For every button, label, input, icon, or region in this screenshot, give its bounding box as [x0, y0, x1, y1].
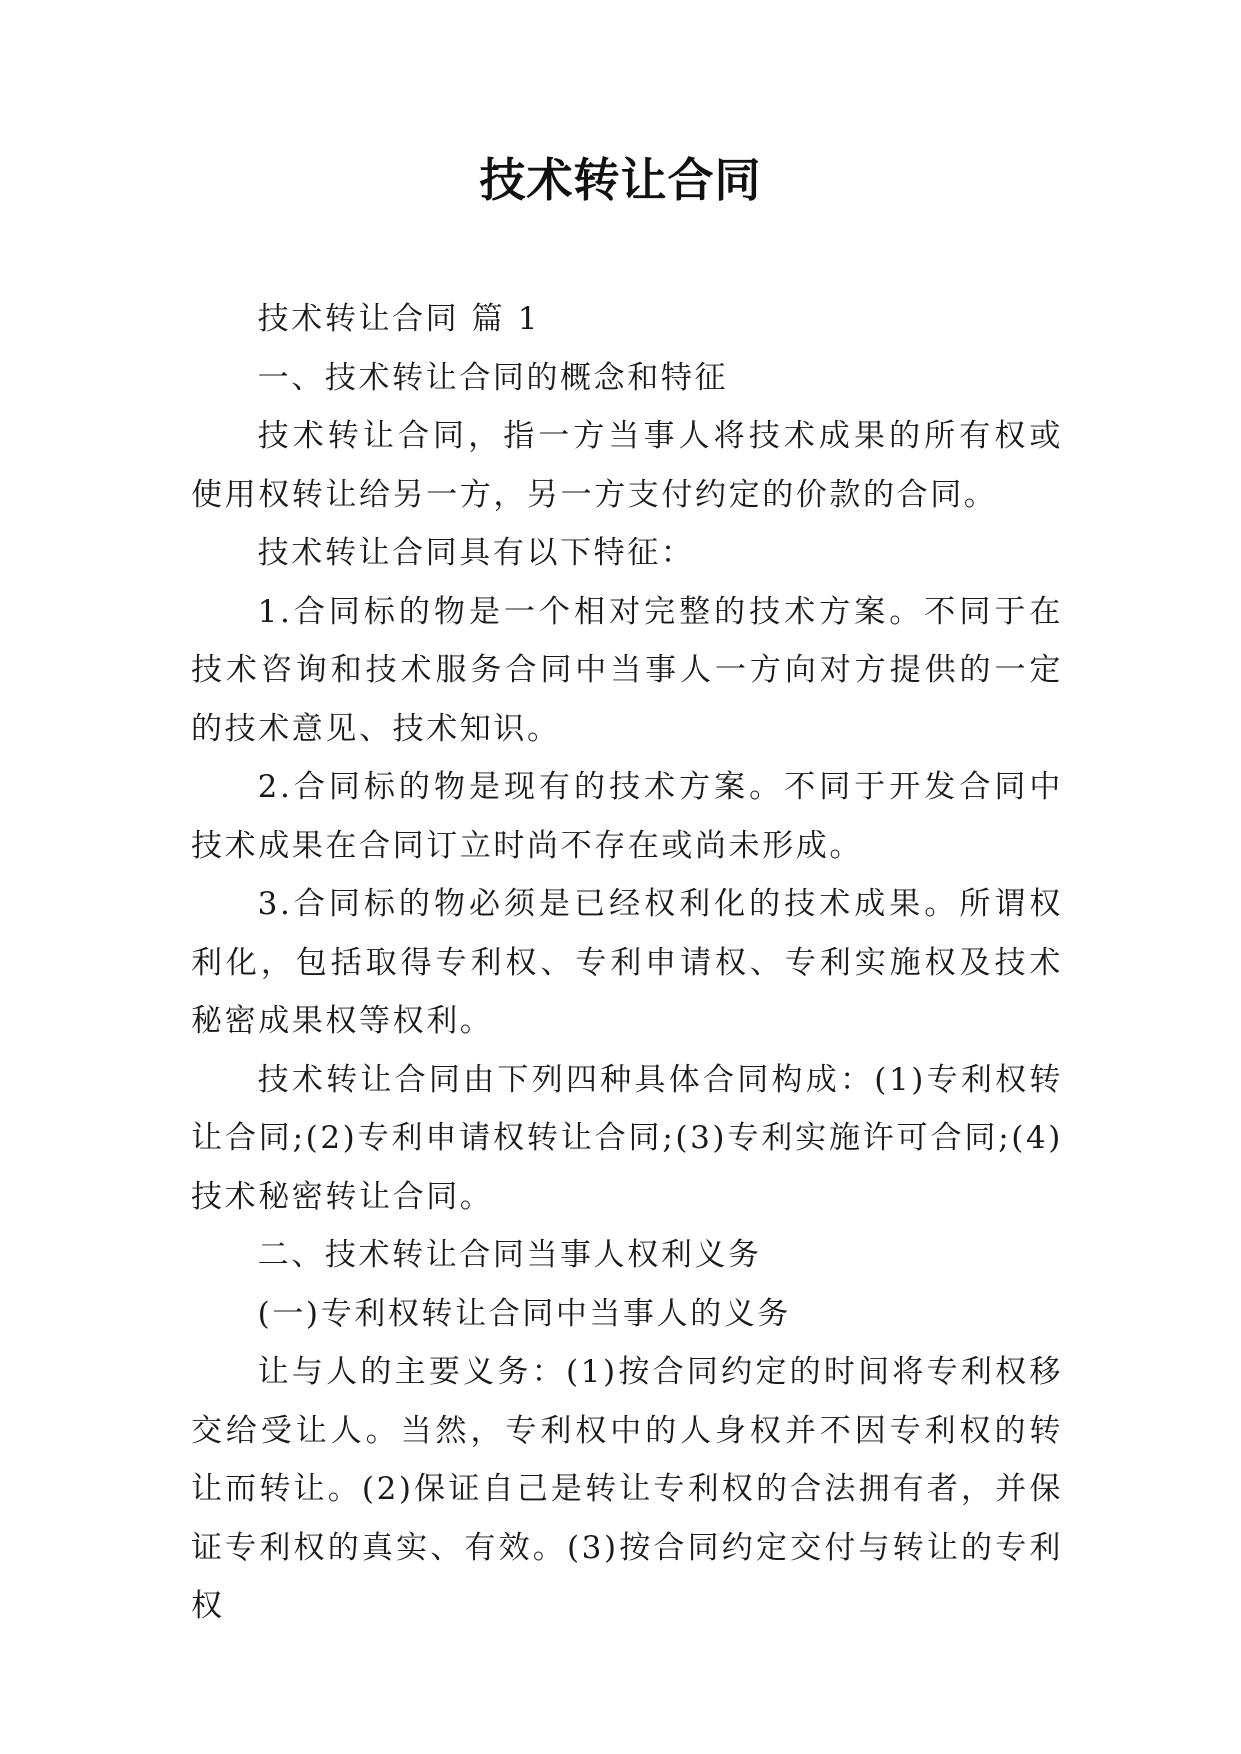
- paragraph-subheading-patent-transfer: (一)专利权转让合同中当事人的义务: [257, 1295, 792, 1332]
- document-title: 技术转让合同: [479, 153, 762, 207]
- paragraph-feature-3: 3.合同标的物必须是已经权利化的技术成果。所谓权利化，包括取得专利权、专利申请权、专利实施权及技术秘密成果权等权利。: [191, 886, 1063, 1039]
- paragraph-heading-concept: 一、技术转让合同的概念和特征: [257, 359, 729, 396]
- paragraph-feature-1: 1.合同标的物是一个相对完整的技术方案。不同于在技术咨询和技术服务合同中当事人一方向对方提供的一定的技术意见、技术知识。: [191, 593, 1063, 747]
- paragraph-transferor-duties: 让与人的主要义务：(1)按合同约定的时间将专利权移交给受让人。当然，专利权中的人身权并不因专利权的转让而转让。(2)保证自己是转让专利权的合法拥有者，并保证专利权的真实、有效。(3)按合同约定交付与转让的专利权: [191, 1354, 1063, 1624]
- paragraph-feature-2: 2.合同标的物是现有的技术方案。不同于开发合同中技术成果在合同订立时尚不存在或尚未形成。: [191, 769, 1063, 864]
- paragraph-features-intro: 技术转让合同具有以下特征：: [257, 535, 695, 571]
- paragraph-heading-rights: 二、技术转让合同当事人权利义务: [257, 1237, 762, 1273]
- paragraph-contract-types: 技术转让合同由下列四种具体合同构成：(1)专利权转让合同;(2)专利申请权转让合同;(3)专利实施许可合同;(4)技术秘密转让合同。: [191, 1061, 1063, 1215]
- paragraph-definition: 技术转让合同，指一方当事人将技术成果的所有权或使用权转让给另一方，另一方支付约定的价款的合同。: [191, 418, 1063, 513]
- document-body: [191, 290, 1063, 1636]
- paragraph-section-heading: 技术转让合同 篇 1: [257, 301, 541, 337]
